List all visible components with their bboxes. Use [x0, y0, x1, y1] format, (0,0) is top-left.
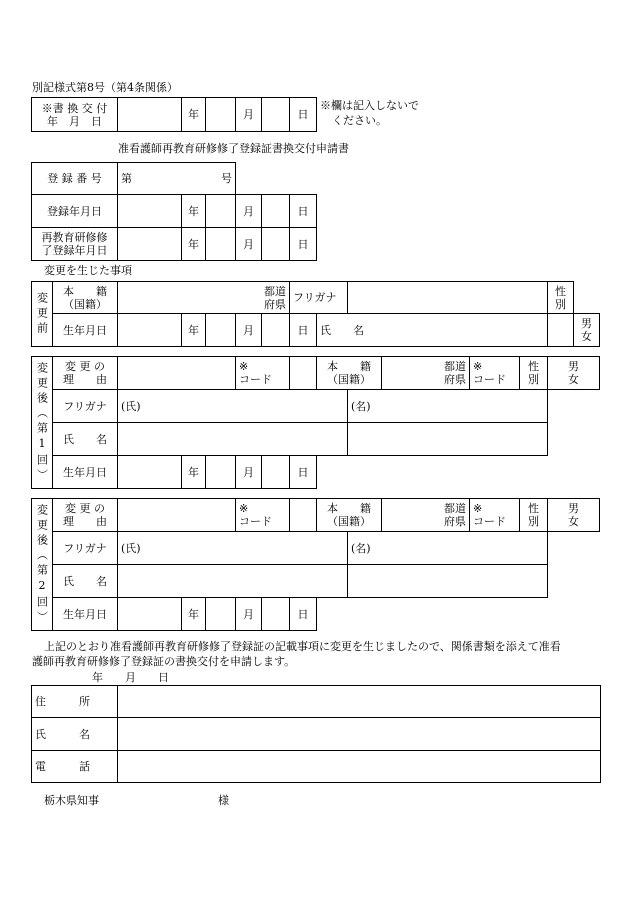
unit-day: 日 [290, 195, 317, 228]
after1-surname[interactable] [118, 423, 348, 456]
after1-reason-field[interactable] [118, 357, 236, 390]
furigana-field[interactable] [348, 282, 548, 314]
honseki-label: 本 籍 （国籍） [53, 282, 118, 314]
unit-year: 年 [182, 98, 206, 132]
before-birth-year[interactable] [118, 314, 182, 347]
after1-code-label: ※ コード [236, 357, 290, 390]
date-line: 年 月 日 [92, 671, 169, 684]
reedu-date-label: 再教育研修修 了登録年月日 [32, 228, 118, 261]
honseki-label: 本 籍 （国籍） [317, 357, 382, 390]
before-birth-day[interactable] [262, 314, 290, 347]
applicant-name-label: 氏 名 [32, 718, 118, 751]
sex-label: 性 別 [520, 499, 548, 532]
after1-honseki-field[interactable]: 都道 府県 [382, 357, 470, 390]
address-field[interactable] [118, 686, 601, 718]
before-name-field[interactable] [548, 314, 574, 347]
body-text: 上記のとおり准看護師再教育研修修了登録証の記載事項に変更を生じましたので、関係書類を添えて准看 護師再教育研修修了登録証の書換交付を申請します。 [32, 640, 561, 668]
honseki-label: 本 籍 （国籍） [317, 499, 382, 532]
unit-month: 月 [236, 598, 262, 631]
after1-birth-year[interactable] [118, 456, 182, 489]
after2-given[interactable] [348, 565, 548, 598]
changes-heading: 変更を生じた事項 [44, 264, 132, 277]
after2-code2-label: ※ コード [470, 499, 520, 532]
sex-label: 性 別 [520, 357, 548, 390]
blank-cell [317, 598, 548, 631]
unit-year: 年 [182, 598, 206, 631]
after2-surname[interactable] [118, 565, 348, 598]
issue-year-field[interactable] [118, 98, 182, 132]
sama: 様 [218, 794, 229, 807]
after1-table [31, 356, 600, 489]
unit-month: 月 [236, 195, 262, 228]
after1-label: 変更後（第1回） [32, 357, 53, 489]
reg-year-field[interactable] [118, 195, 182, 228]
reason-label: 変 更 の 理 由 [53, 499, 118, 532]
before-name-label: 氏 名 [317, 314, 548, 347]
after1-given-kana[interactable]: (名) [348, 390, 548, 423]
sex-label: 性 別 [548, 282, 574, 314]
unit-day: 日 [290, 228, 317, 261]
reg-number-label: 登 録 番 号 [32, 163, 118, 195]
sex-values: 男 女 [548, 357, 600, 390]
registration-table [31, 162, 317, 261]
after1-code-field[interactable] [290, 357, 317, 390]
before-birth-month[interactable] [206, 314, 236, 347]
before-label: 変更前 [32, 282, 53, 347]
name-label: 氏 名 [53, 423, 118, 456]
reedu-day-field[interactable] [262, 228, 290, 261]
honseki-field[interactable]: 都道 府県 [118, 282, 290, 314]
governor: 栃木県知事 [44, 794, 99, 807]
after2-birth-month[interactable] [206, 598, 236, 631]
reedu-year-field[interactable] [118, 228, 182, 261]
birth-date-label: 生年月日 [53, 598, 118, 631]
sex-values: 男 女 [548, 499, 600, 532]
issue-date-table [31, 97, 317, 132]
after2-given-kana[interactable]: (名) [348, 532, 548, 565]
unit-day: 日 [290, 456, 317, 489]
after2-code-label: ※ コード [236, 499, 290, 532]
address-label: 住 所 [32, 686, 118, 718]
unit-month: 月 [236, 98, 262, 132]
furigana-label: フリガナ [53, 390, 118, 423]
birth-date-label: 生年月日 [53, 314, 118, 347]
applicant-table [31, 685, 601, 783]
phone-field[interactable] [118, 751, 601, 783]
form-number: 別記様式第8号（第4条関係） [32, 81, 178, 94]
unit-year: 年 [182, 314, 206, 347]
sex-values: 男 女 [574, 314, 600, 347]
after1-surname-kana[interactable]: (氏) [118, 390, 348, 423]
reg-number-field[interactable]: 第 号 [118, 163, 236, 195]
after2-birth-day[interactable] [262, 598, 290, 631]
after2-table [31, 498, 600, 631]
after2-honseki-field[interactable]: 都道 府県 [382, 499, 470, 532]
after2-birth-year[interactable] [118, 598, 182, 631]
after2-label: 変更後（第2回） [32, 499, 53, 631]
reedu-month-field[interactable] [206, 228, 236, 261]
furigana-label: フリガナ [290, 282, 348, 314]
furigana-label: フリガナ [53, 532, 118, 565]
applicant-name-field[interactable] [118, 718, 601, 751]
after2-reason-field[interactable] [118, 499, 236, 532]
after1-birth-day[interactable] [262, 456, 290, 489]
unit-day: 日 [290, 314, 317, 347]
issue-day-field[interactable] [262, 98, 290, 132]
unit-month: 月 [236, 456, 262, 489]
unit-month: 月 [236, 228, 262, 261]
after1-code2-label: ※ コード [470, 357, 520, 390]
reg-month-field[interactable] [206, 195, 236, 228]
issue-date-label: ※書 換 交 付 年 月 日 [32, 98, 118, 132]
unit-day: 日 [290, 98, 317, 132]
before-change-table [31, 281, 600, 347]
note: ※欄は記入しないで ください。 [320, 99, 419, 127]
unit-year: 年 [182, 228, 206, 261]
phone-label: 電 話 [32, 751, 118, 783]
reg-day-field[interactable] [262, 195, 290, 228]
after2-surname-kana[interactable]: (氏) [118, 532, 348, 565]
unit-month: 月 [236, 314, 262, 347]
after1-birth-month[interactable] [206, 456, 236, 489]
issue-month-field[interactable] [206, 98, 236, 132]
unit-day: 日 [290, 598, 317, 631]
unit-year: 年 [182, 456, 206, 489]
name-label: 氏 名 [53, 565, 118, 598]
after1-given[interactable] [348, 423, 548, 456]
after2-code-field[interactable] [290, 499, 317, 532]
page-title: 准看護師再教育研修修了登録証書換交付申請書 [118, 142, 349, 155]
birth-date-label: 生年月日 [53, 456, 118, 489]
unit-year: 年 [182, 195, 206, 228]
reg-date-label: 登録年月日 [32, 195, 118, 228]
blank-cell [317, 456, 548, 489]
reason-label: 変 更 の 理 由 [53, 357, 118, 390]
